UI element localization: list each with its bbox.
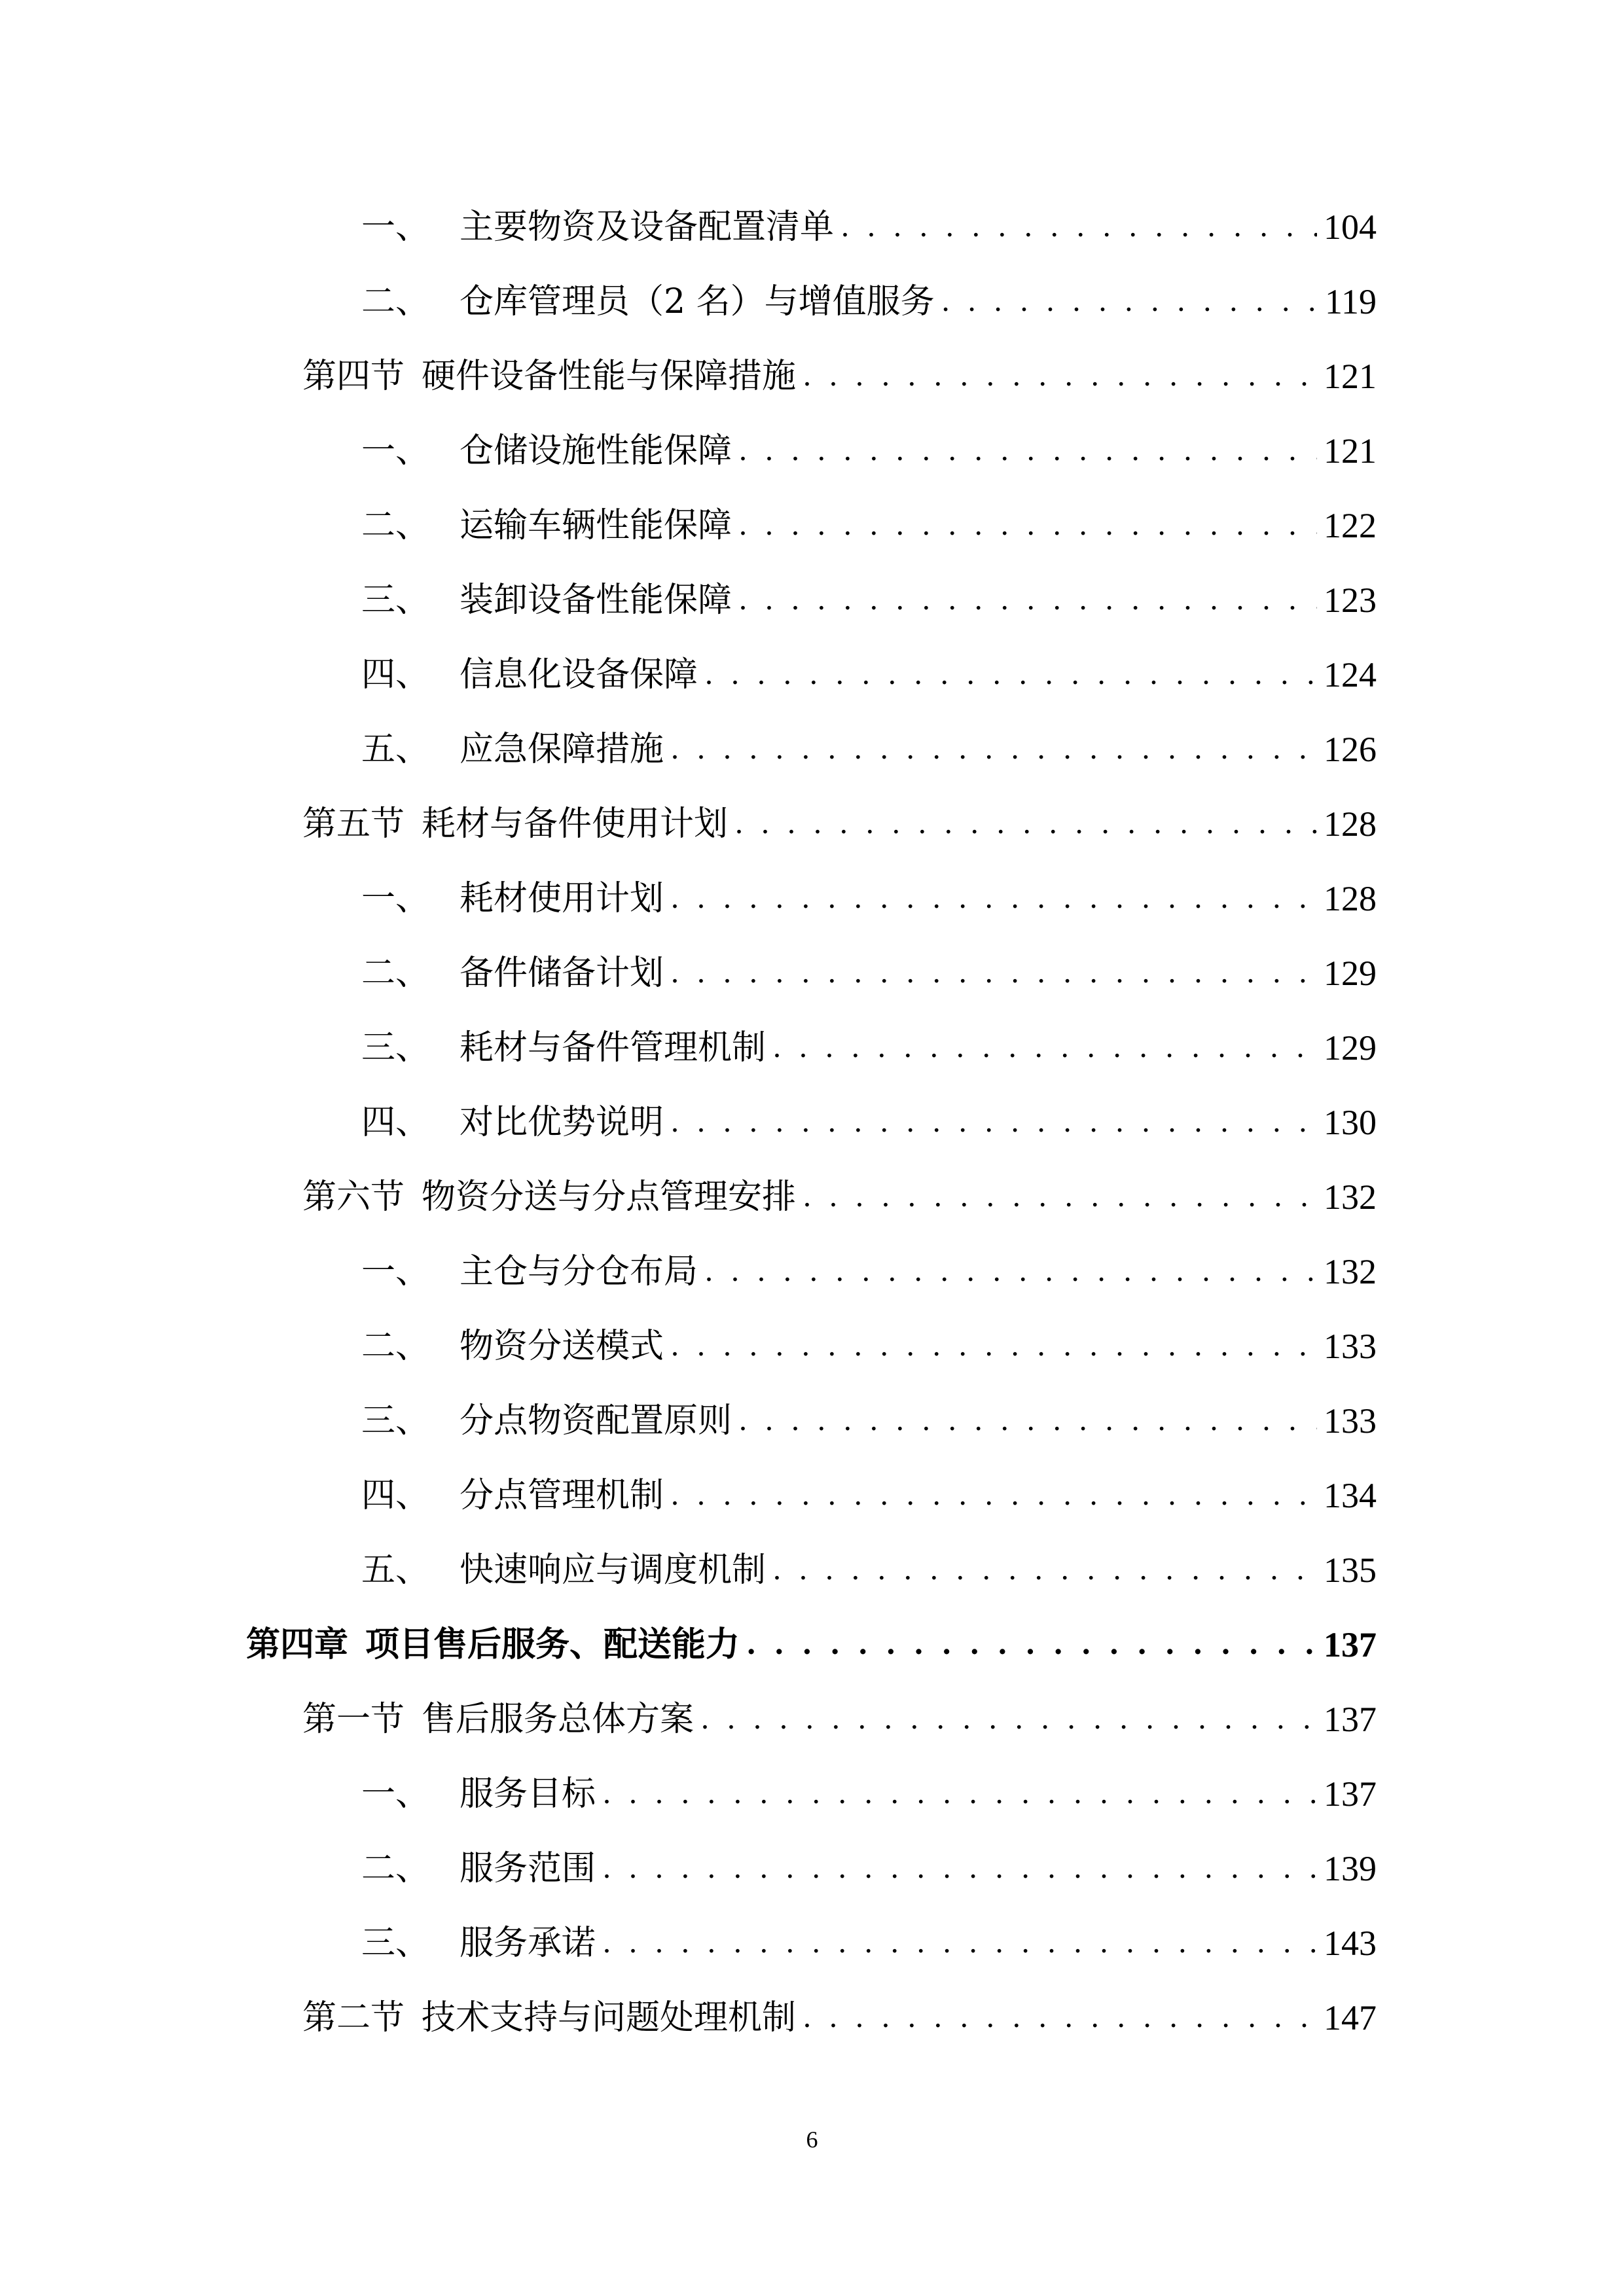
toc-entry-page-number: 137 [1324,1625,1377,1664]
toc-entry-item[interactable] [0,1234,1624,1309]
toc-entry-item[interactable] [0,414,1624,488]
toc-entry-number: 第四节 [302,357,405,396]
toc-entry-number: 四、 [361,1103,430,1142]
toc-entry-item[interactable] [0,861,1624,936]
toc-entry-number: 二、 [361,1849,430,1888]
toc-entry-page-number: 128 [1324,804,1377,844]
toc-entry-number: 一、 [361,1252,430,1291]
toc-entry-page-number: 137 [1324,1774,1377,1814]
toc-entry-number: 第四章 [246,1624,349,1664]
toc-entry-page-number: 121 [1324,431,1377,471]
toc-dot-leader [670,1105,1317,1139]
toc-entry-number: 二、 [361,506,430,545]
toc-entry-page-number: 119 [1325,282,1377,321]
toc-entry-number: 一、 [361,431,430,471]
toc-entry-title: 运输车辆性能保障 [460,506,732,545]
toc-dot-leader [602,1777,1317,1811]
toc-entry-title: 应急保障措施 [460,730,664,769]
toc-dot-leader [772,1553,1317,1587]
toc-entry-page-number: 122 [1324,506,1377,545]
toc-dot-leader [670,1479,1317,1513]
toc-entry-item[interactable] [0,1384,1624,1458]
toc-entry-number: 五、 [361,730,430,769]
toc-dot-leader [746,1628,1317,1662]
toc-entry-page-number: 132 [1324,1252,1377,1291]
toc-entry-item[interactable] [0,936,1624,1011]
toc-dot-leader [738,1404,1317,1438]
toc-dot-leader [670,1329,1317,1363]
toc-entry-page-number: 133 [1324,1401,1377,1441]
toc-dot-leader [738,509,1317,543]
toc-dot-leader [738,434,1317,468]
toc-dot-leader [738,583,1317,617]
toc-entry-number: 三、 [361,1401,430,1441]
toc-entry-item[interactable] [0,1085,1624,1160]
toc-entry-section[interactable] [0,339,1624,414]
toc-entry-title: 耗材使用计划 [460,879,664,918]
toc-entry-number: 五、 [361,1551,430,1590]
toc-entry-title: 分点管理机制 [460,1476,664,1515]
toc-entry-number: 四、 [361,1476,430,1515]
toc-entry-page-number: 124 [1324,655,1377,694]
toc-entry-number: 一、 [361,207,430,247]
toc-entry-page-number: 121 [1324,357,1377,396]
toc-entry-page-number: 139 [1324,1849,1377,1888]
page-number: 6 [806,2126,818,2153]
toc-entry-section[interactable] [0,1981,1624,2055]
toc-entry-page-number: 132 [1324,1177,1377,1217]
toc-entry-item[interactable] [0,637,1624,712]
toc-dot-leader [803,2001,1317,2035]
toc-entry-page-number: 135 [1324,1551,1377,1590]
toc-entry-title: 物资分送模式 [460,1327,664,1366]
toc-entry-title: 信息化设备保障 [460,655,698,694]
toc-dot-leader [803,359,1317,393]
toc-entry-number: 三、 [361,1028,430,1067]
toc-dot-leader [803,1180,1317,1214]
toc-dot-leader [602,1926,1317,1960]
toc-entry-number: 四、 [361,655,430,694]
toc-entry-number: 第五节 [302,804,405,844]
toc-entry-page-number: 130 [1324,1103,1377,1142]
toc-dot-leader [670,956,1317,990]
toc-dot-leader [670,732,1317,766]
toc-entry-page-number: 129 [1324,954,1377,993]
toc-entry-page-number: 104 [1324,207,1377,247]
toc-entry-item[interactable] [0,190,1624,264]
toc-entry-item[interactable] [0,1757,1624,1831]
toc-entry-title: 耗材与备件使用计划 [422,804,729,844]
toc-dot-leader [704,1255,1317,1289]
toc-dot-leader [941,285,1318,319]
toc-dot-leader [734,807,1317,841]
toc-entry-title: 快速响应与调度机制 [460,1551,767,1590]
toc-entry-number: 二、 [361,282,430,321]
toc-entry-title: 装卸设备性能保障 [460,581,732,620]
toc-entry-item[interactable] [0,1011,1624,1085]
toc-entry-number: 一、 [361,879,430,918]
toc-entry-page-number: 137 [1324,1700,1377,1739]
toc-entry-number: 二、 [361,1327,430,1366]
toc-entry-number: 第二节 [302,1998,405,2037]
toc-entry-title: 服务范围 [460,1849,596,1888]
toc-entry-section[interactable] [0,1160,1624,1234]
toc-entry-section[interactable] [0,1682,1624,1757]
toc-dot-leader [700,1702,1317,1736]
toc-dot-leader [704,658,1317,692]
toc-entry-chapter[interactable] [0,1607,1624,1682]
toc-entry-title: 项目售后服务、配送能力 [365,1624,740,1664]
toc-entry-number: 一、 [361,1774,430,1814]
toc-entry-item[interactable] [0,1533,1624,1607]
toc-entry-number: 三、 [361,581,430,620]
toc-entry-title: 分点物资配置原则 [460,1401,732,1441]
toc-dot-leader [772,1031,1317,1065]
toc-entry-page-number: 126 [1324,730,1377,769]
toc-entry-page-number: 133 [1324,1327,1377,1366]
toc-dot-leader [840,210,1317,244]
toc-entry-page-number: 123 [1324,581,1377,620]
toc-entry-item[interactable] [0,488,1624,563]
toc-entry-title: 物资分送与分点管理安排 [422,1177,797,1217]
toc-entry-page-number: 129 [1324,1028,1377,1067]
toc-entry-section[interactable] [0,787,1624,861]
toc-entry-title: 对比优势说明 [460,1103,664,1142]
toc-dot-leader [670,882,1317,916]
toc-entry-title: 技术支持与问题处理机制 [422,1998,797,2037]
toc-entry-number: 二、 [361,954,430,993]
toc-entry-number: 三、 [361,1924,430,1963]
toc-entry-page-number: 143 [1324,1924,1377,1963]
toc-entry-page-number: 134 [1324,1476,1377,1515]
toc-entry-title: 售后服务总体方案 [422,1700,695,1739]
toc-entry-title: 服务承诺 [460,1924,596,1963]
toc-dot-leader [602,1852,1317,1886]
toc-entry-page-number: 128 [1324,879,1377,918]
toc-entry-item[interactable] [0,712,1624,787]
toc-entry-item[interactable] [0,563,1624,637]
toc-entry-title: 服务目标 [460,1774,596,1814]
toc-entry-title: 仓库管理员（2 名）与增值服务 [460,282,935,321]
toc-entry-title: 主仓与分仓布局 [460,1252,698,1291]
toc-entry-title: 硬件设备性能与保障措施 [422,357,797,396]
toc-entry-item[interactable] [0,1831,1624,1906]
toc-entry-number: 第六节 [302,1177,405,1217]
toc-entry-item[interactable] [0,264,1624,339]
toc-entry-item[interactable] [0,1309,1624,1384]
toc-entry-title: 耗材与备件管理机制 [460,1028,767,1067]
toc-entry-item[interactable] [0,1458,1624,1533]
toc-entry-number: 第一节 [302,1700,405,1739]
toc-entry-item[interactable] [0,1906,1624,1981]
toc-entry-title: 主要物资及设备配置清单 [460,207,835,247]
toc-entry-title: 仓储设施性能保障 [460,431,732,471]
toc-entry-page-number: 147 [1324,1998,1377,2037]
toc-entry-title: 备件储备计划 [460,954,664,993]
